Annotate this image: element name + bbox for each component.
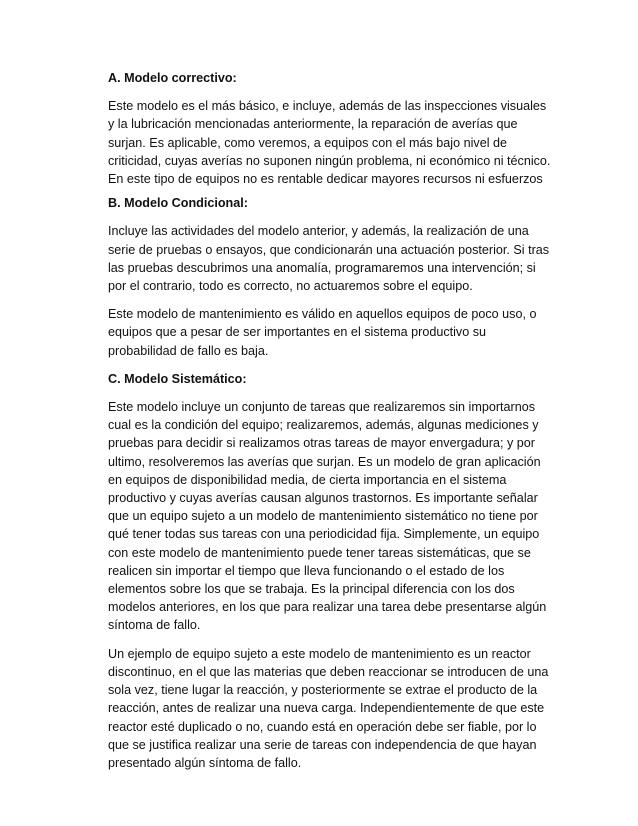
text-line: Este modelo de mantenimiento es válido en aquellos equipos de poco uso, o [108, 307, 537, 322]
section-a-heading: A. Modelo correctivo: [108, 71, 237, 85]
section-b-heading: B. Modelo Condicional: [108, 196, 248, 211]
text-line: Este modelo es el más básico, e incluye, además de las inspecciones visuales [108, 99, 547, 114]
section-b-paragraph-2 [108, 305, 556, 360]
text-line: síntoma de fallo. [108, 618, 201, 633]
text-line: ultimo, resolveremos las averías que surjan. Es un modelo de gran aplicación [108, 454, 541, 469]
section-c-heading: C. Modelo Sistemático: [108, 371, 247, 386]
text-line: reacción, antes de realizar una nueva carga. Independientemente de que este [108, 701, 545, 716]
text-line: en equipos de disponibilidad media, de cierta importancia en el sistema [108, 472, 507, 487]
section-c-paragraph-2 [108, 645, 556, 772]
text-line: probabilidad de fallo es baja. [108, 343, 269, 358]
text-line: por el contrario, todo es correcto, no actuaremos sobre el equipo. [108, 279, 473, 294]
text-line: surjan. Es aplicable, como veremos, a equipos con el más bajo nivel de [108, 135, 508, 150]
text-line: modelos anteriores, en los que para realizar una tarea debe presentarse algún [108, 600, 547, 615]
text-line: cual es la condición del equipo; realizaremos, además, algunas mediciones y [108, 418, 539, 433]
text-line: productivo y cuyas averías causan algunos trastornos. Es importante señalar [108, 491, 538, 506]
text-line: las pruebas descubrimos una anomalía, programaremos una intervención; si [108, 260, 536, 275]
text-line: pruebas para decidir si realizamos otras tareas de mayor envergadura; y por [108, 436, 536, 451]
text-line: reactor esté duplicado o no, cuando está en operación debe ser fiable, por lo [108, 719, 537, 734]
section-c-paragraph-1 [108, 398, 556, 635]
text-line: que un equipo sujeto a un modelo de mantenimiento sistemático no tiene por [108, 509, 538, 524]
text-line: Este modelo incluye un conjunto de tareas que realizaremos sin importarnos [108, 400, 536, 415]
text-line: criticidad, cuyas averías no suponen ningún problema, ni económico ni técnico. [108, 153, 551, 168]
text-line: con este modelo de mantenimiento puede tener tareas sistemáticas, que se [108, 545, 531, 560]
text-line: y la lubricación mencionadas anteriormente, la reparación de averías que [108, 117, 518, 132]
text-line: En este tipo de equipos no es rentable dedicar mayores recursos ni esfuerzos [108, 172, 543, 187]
text-line: qué tener todas sus tareas con una periodicidad fija. Simplemente, un equipo [108, 527, 540, 542]
text-line: equipos que a pesar de ser importantes en el sistema productivo su [108, 325, 487, 340]
text-line: presentado algún síntoma de fallo. [108, 755, 302, 770]
text-line: serie de pruebas o ensayos, que condicionarán una actuación posterior. Si tras [108, 242, 550, 257]
text-line: realicen sin importar el tiempo que lleva funcionando o el estado de los [108, 563, 505, 578]
section-b-paragraph-1 [108, 222, 556, 295]
text-line: que se justifica realizar una serie de tareas con independencia de que hayan [108, 737, 537, 752]
text-line: elementos sobre los que se trabaja. Es la principal diferencia con los dos [108, 582, 515, 597]
text-line: Incluye las actividades del modelo anterior, y además, la realización de una [108, 224, 529, 239]
text-line: discontinuo, en el que las materias que deben reaccionar se introducen de una [108, 664, 549, 679]
text-line: sola vez, tiene lugar la reacción, y posteriormente se extrae el producto de la [108, 683, 538, 698]
document-page [108, 69, 556, 772]
section-a-paragraph-1 [108, 97, 556, 188]
text-line: Un ejemplo de equipo sujeto a este modelo de mantenimiento es un reactor [108, 646, 531, 661]
